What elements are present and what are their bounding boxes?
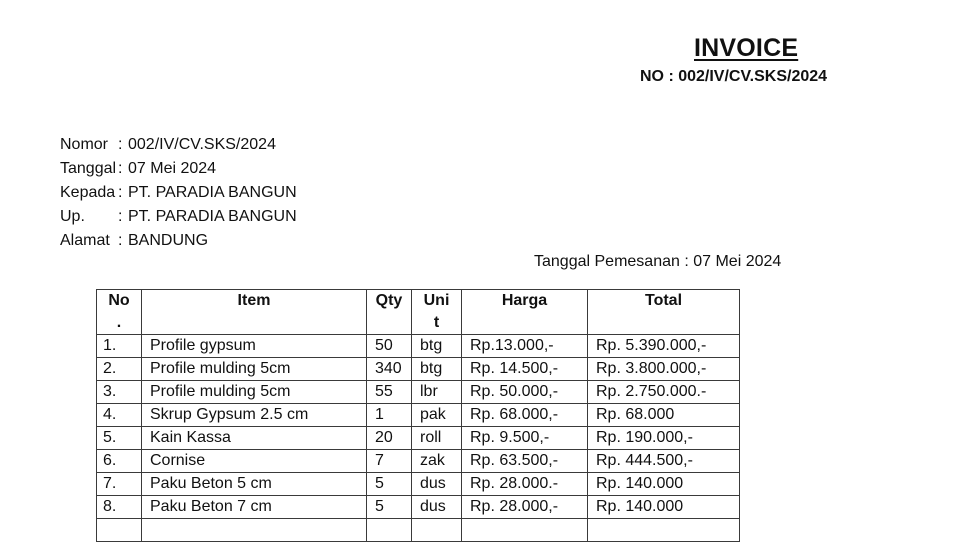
invoice-number: NO : 002/IV/CV.SKS/2024 [640,68,828,85]
cell-qty: 7 [367,450,412,473]
meta-label: Kepada [60,184,116,201]
items-table [96,289,740,542]
cell-total: Rp. 5.390.000,- [588,335,740,358]
header-unit-line2: t [433,314,440,331]
cell-harga: Rp. 9.500,- [462,427,588,450]
cell-no: 5. [97,427,142,450]
cell-no: 1. [97,335,142,358]
header-item: Item [142,290,367,335]
header-total: Total [588,290,740,335]
cell-qty: 340 [367,358,412,381]
cell-harga: Rp. 28.000,- [462,496,588,519]
cell-qty: 55 [367,381,412,404]
cell-harga: Rp.13.000,- [462,335,588,358]
meta-separator: : [118,160,123,177]
cell-item: Cornise [142,450,367,473]
table-row [97,450,740,473]
table-row [97,381,740,404]
meta-label: Tanggal [60,160,117,177]
cell-unit: btg [412,335,462,358]
cell-qty [367,519,412,542]
cell-total: Rp. 140.000 [588,473,740,496]
cell-total: Rp. 140.000 [588,496,740,519]
meta-separator: : [118,208,123,225]
cell-unit: pak [412,404,462,427]
cell-unit: dus [412,473,462,496]
meta-label: Nomor [60,136,109,153]
table-row [97,358,740,381]
meta-value: 07 Mei 2024 [128,160,217,177]
header-no-line2: . [116,314,122,331]
cell-harga: Rp. 68.000,- [462,404,588,427]
cell-qty: 20 [367,427,412,450]
cell-qty: 50 [367,335,412,358]
cell-no: 8. [97,496,142,519]
cell-no: 6. [97,450,142,473]
cell-item: Paku Beton 5 cm [142,473,367,496]
meta-row-up [60,205,297,229]
cell-qty: 5 [367,496,412,519]
meta-value: PT. PARADIA BANGUN [128,184,297,201]
cell-qty: 1 [367,404,412,427]
invoice-meta [60,133,297,253]
table-row [97,519,740,542]
cell-unit: dus [412,496,462,519]
header-unit-line1: Uni [423,292,450,309]
cell-no: 7. [97,473,142,496]
table-row [97,404,740,427]
cell-unit [412,519,462,542]
cell-total: Rp. 444.500,- [588,450,740,473]
meta-value: PT. PARADIA BANGUN [128,208,297,225]
table-header-row [97,290,740,335]
cell-item: Profile gypsum [142,335,367,358]
table-row [97,496,740,519]
cell-harga: Rp. 28.000.- [462,473,588,496]
cell-harga: Rp. 50.000,- [462,381,588,404]
meta-value: 002/IV/CV.SKS/2024 [128,136,276,153]
cell-total: Rp. 2.750.000.- [588,381,740,404]
cell-total: Rp. 3.800.000,- [588,358,740,381]
meta-row-kepada [60,181,297,205]
cell-item: Kain Kassa [142,427,367,450]
cell-no: 3. [97,381,142,404]
cell-harga [462,519,588,542]
cell-unit: lbr [412,381,462,404]
meta-separator: : [118,184,123,201]
meta-label: Alamat [60,232,110,249]
meta-row-nomor [60,133,297,157]
cell-no [97,519,142,542]
cell-unit: roll [412,427,462,450]
cell-total: Rp. 190.000,- [588,427,740,450]
invoice-title: INVOICE [694,34,799,62]
cell-harga: Rp. 14.500,- [462,358,588,381]
cell-harga: Rp. 63.500,- [462,450,588,473]
cell-unit: btg [412,358,462,381]
meta-row-tanggal [60,157,297,181]
cell-unit: zak [412,450,462,473]
header-no-line1: No [108,292,130,309]
cell-item: Profile mulding 5cm [142,381,367,404]
table-row [97,473,740,496]
meta-label: Up. [60,208,85,225]
cell-item: Skrup Gypsum 2.5 cm [142,404,367,427]
table-row [97,335,740,358]
cell-no: 4. [97,404,142,427]
cell-item: Paku Beton 7 cm [142,496,367,519]
header-harga: Harga [462,290,588,335]
cell-qty: 5 [367,473,412,496]
cell-total: Rp. 68.000 [588,404,740,427]
header-qty: Qty [367,290,412,335]
table-row [97,427,740,450]
cell-item [142,519,367,542]
meta-separator: : [118,136,123,153]
meta-separator: : [118,232,123,249]
cell-item: Profile mulding 5cm [142,358,367,381]
meta-value: BANDUNG [128,232,209,249]
meta-row-alamat [60,229,297,253]
header-unit [412,290,462,335]
header-no [97,290,142,335]
cell-no: 2. [97,358,142,381]
cell-total [588,519,740,542]
order-date: Tanggal Pemesanan : 07 Mei 2024 [534,253,782,270]
